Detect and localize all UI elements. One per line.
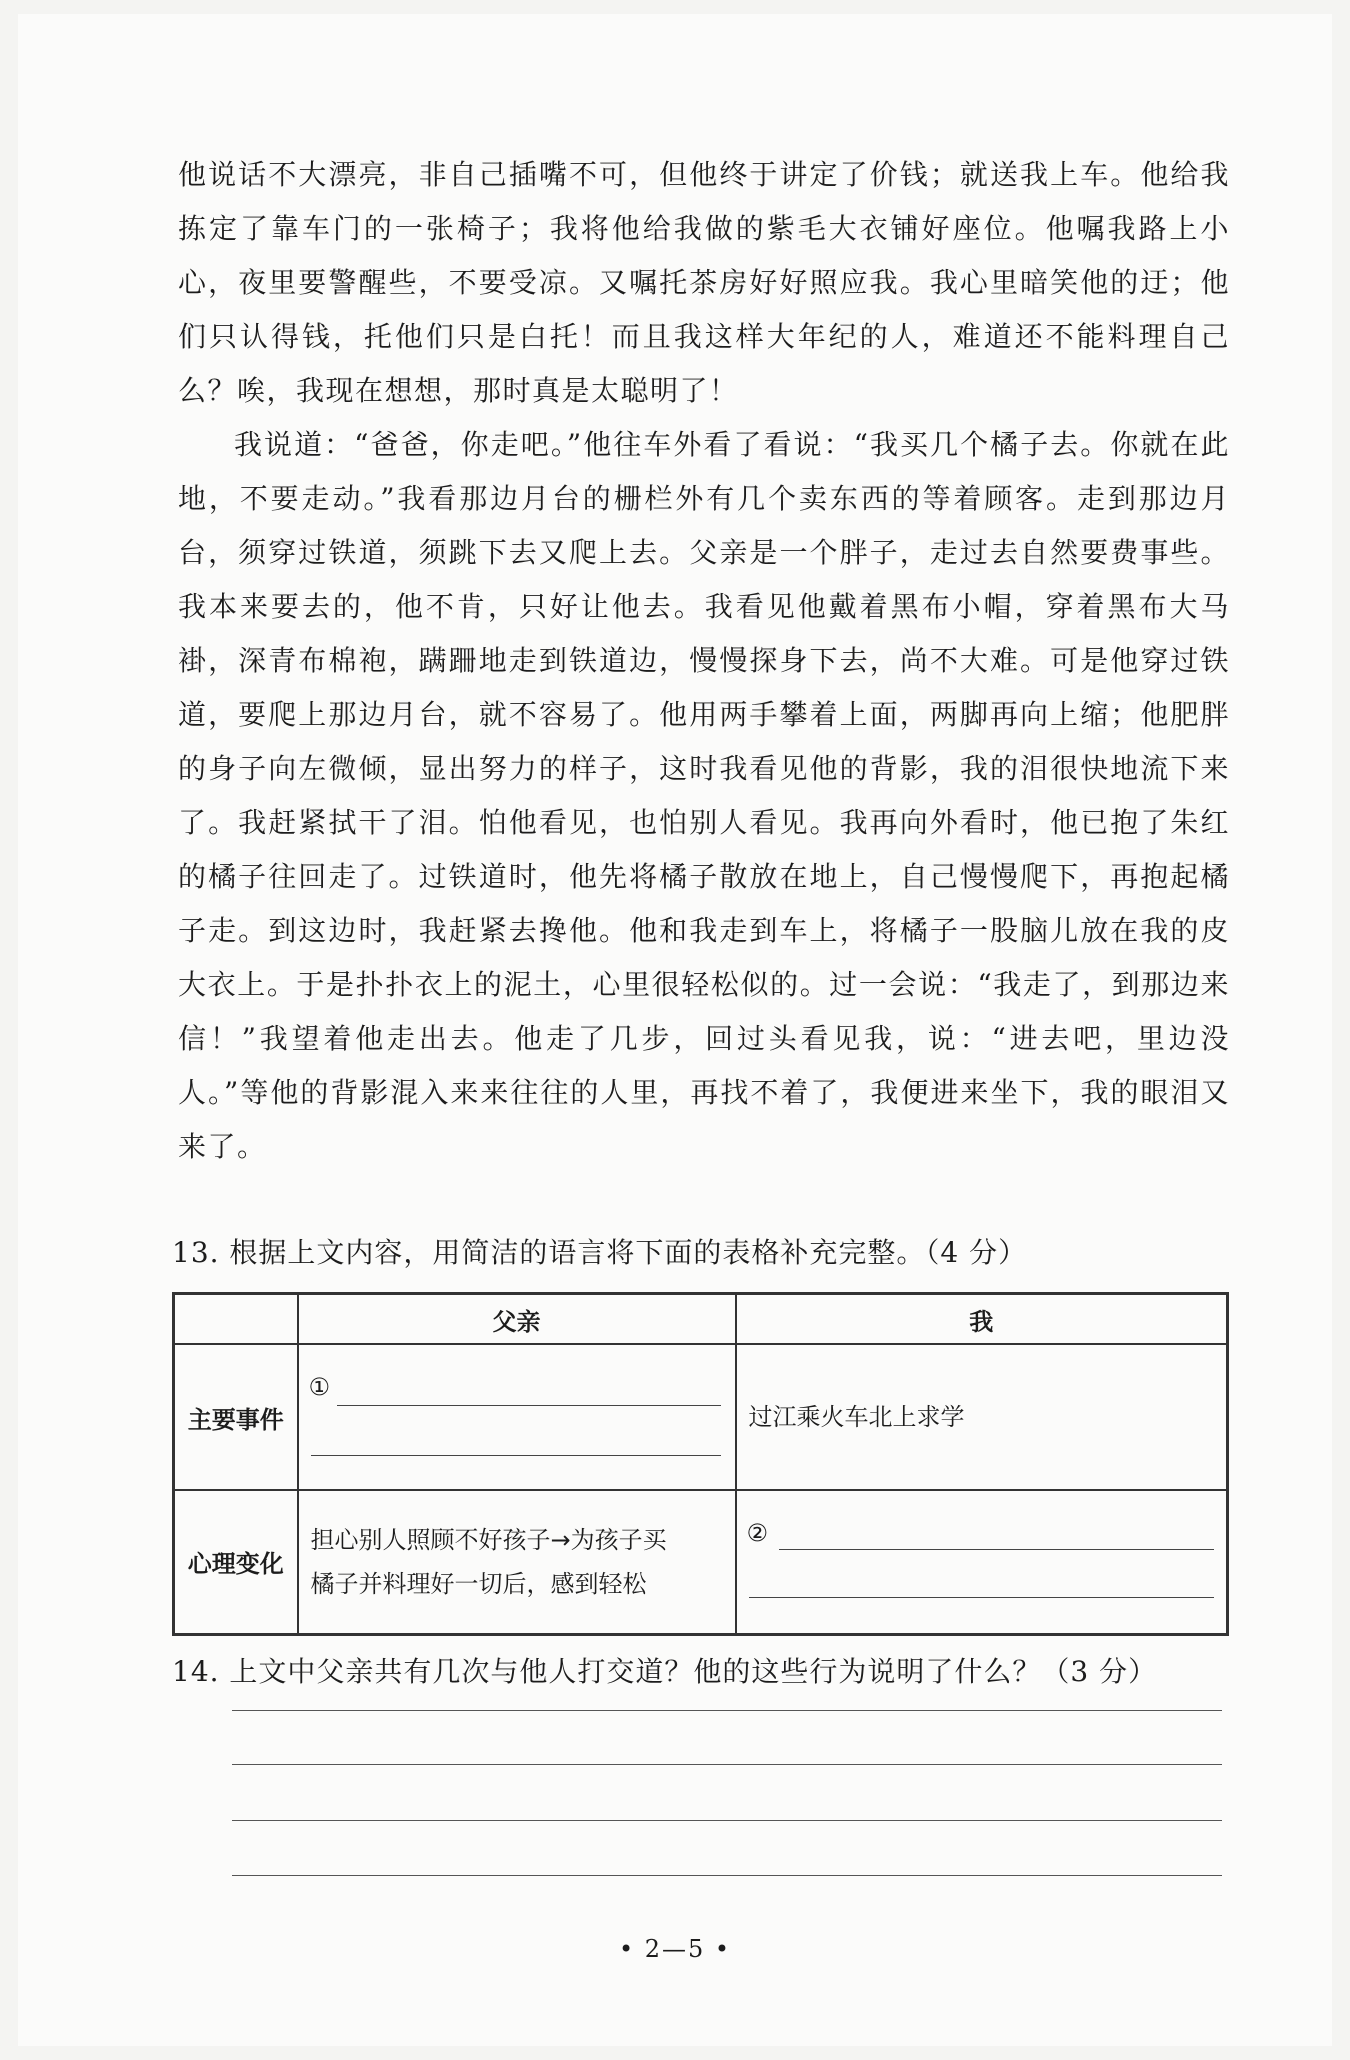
cell-me-main-event: 过江乘火车北上求学 [736,1344,1228,1490]
answer-cell-2[interactable] [736,1490,1228,1634]
passage-paragraph-2: 我说道：“爸爸，你走吧。”他往车外看了看说：“我买几个橘子去。你就在此地，不要走动。”我看那边月台的栅栏外有几个卖东西的等着顾客。走到那边月台，须穿过铁道，须跳下去又爬上去。父亲是一个胖子，走过去自然要费事些。我本来要去的，他不肯，只好让他去。我看见他戴着黑布小帽，穿着黑布大马褂，深青布棉袍，蹒跚地走到铁道边，慢慢探身下去，尚不大难。可是他穿过铁道，要爬上那边月台，就不容易了。他用两手攀着上面，两脚再向上缩；他肥胖的身子向左微倾，显出努力的样子，这时我看见他的背影，我的泪很快地流下来了。我赶紧拭干了泪。怕他看见，也怕别人看见。我再向外看时，他已抱了朱红的橘子往回走了。过铁道时，他先将橘子散放在地上，自己慢慢爬下，再抱起橘子走。到这边时，我赶紧去搀他。他和我走到车上，将橘子一股脑儿放在我的皮大衣上。于是扑扑衣上的泥土，心里很轻松似的。过一会说：“我走了，到那边来信！”我望着他走出去。他走了几步，回过头看见我，说：“进去吧，里边没人。”等他的背影混入来来往往的人里，再找不着了，我便进来坐下，我的眼泪又来了。 [178,428,1230,1163]
row-label-main-events: 主要事件 [174,1344,298,1490]
question-13-table [172,1292,1229,1636]
row-label-mental-change [174,1490,298,1634]
table-row-mental-change [174,1490,1228,1634]
blank-marker-1: ① [308,1373,331,1401]
answer-line-q14-4[interactable] [232,1875,1222,1876]
answer-line-2b[interactable] [749,1597,1215,1598]
father-mental-change-line-2: 橘子并料理好一切后，感到轻松 [310,1569,647,1598]
reading-passage [178,148,1230,1174]
father-mental-change-line-1: 担心别人照顾不好孩子→为孩子买 [310,1525,667,1554]
question-13-prompt: 13. 根据上文内容，用简洁的语言将下面的表格补充完整。（4 分） [172,1236,1028,1269]
blank-marker-2: ② [746,1519,769,1547]
page-number: • 2—5 • [618,1935,732,1963]
column-header-father: 父亲 [298,1294,736,1345]
question-14-prompt: 14. 上文中父亲共有几次与他人打交道？他的这些行为说明了什么？（3 分） [172,1655,1158,1688]
passage-paragraph-1: 他说话不大漂亮，非自己插嘴不可，但他终于讲定了价钱；就送我上车。他给我拣定了靠车门的一张椅子；我将他给我做的紫毛大衣铺好座位。他嘱我路上小心，夜里要警醒些，不要受凉。又嘱托茶房好好照应我。我心里暗笑他的迂；他们只认得钱，托他们只是白托！而且我这样大年纪的人，难道还不能料理自己么？唉，我现在想想，那时真是太聪明了！ [178,158,1230,407]
table-row-main-events [174,1344,1228,1490]
cell-father-mental-change [298,1490,736,1634]
answer-line-q14-2[interactable] [232,1764,1222,1765]
column-header-me: 我 [736,1294,1228,1345]
answer-cell-1[interactable] [298,1344,736,1490]
table-corner-cell [174,1294,298,1345]
answer-line-q14-1[interactable] [232,1710,1222,1711]
row-label-mental-change-text: 心理变化 [187,1550,284,1579]
answer-line-q14-3[interactable] [232,1820,1222,1821]
answer-line-2a[interactable] [779,1549,1215,1550]
answer-line-1a[interactable] [337,1405,721,1406]
answer-line-1b[interactable] [311,1455,721,1456]
